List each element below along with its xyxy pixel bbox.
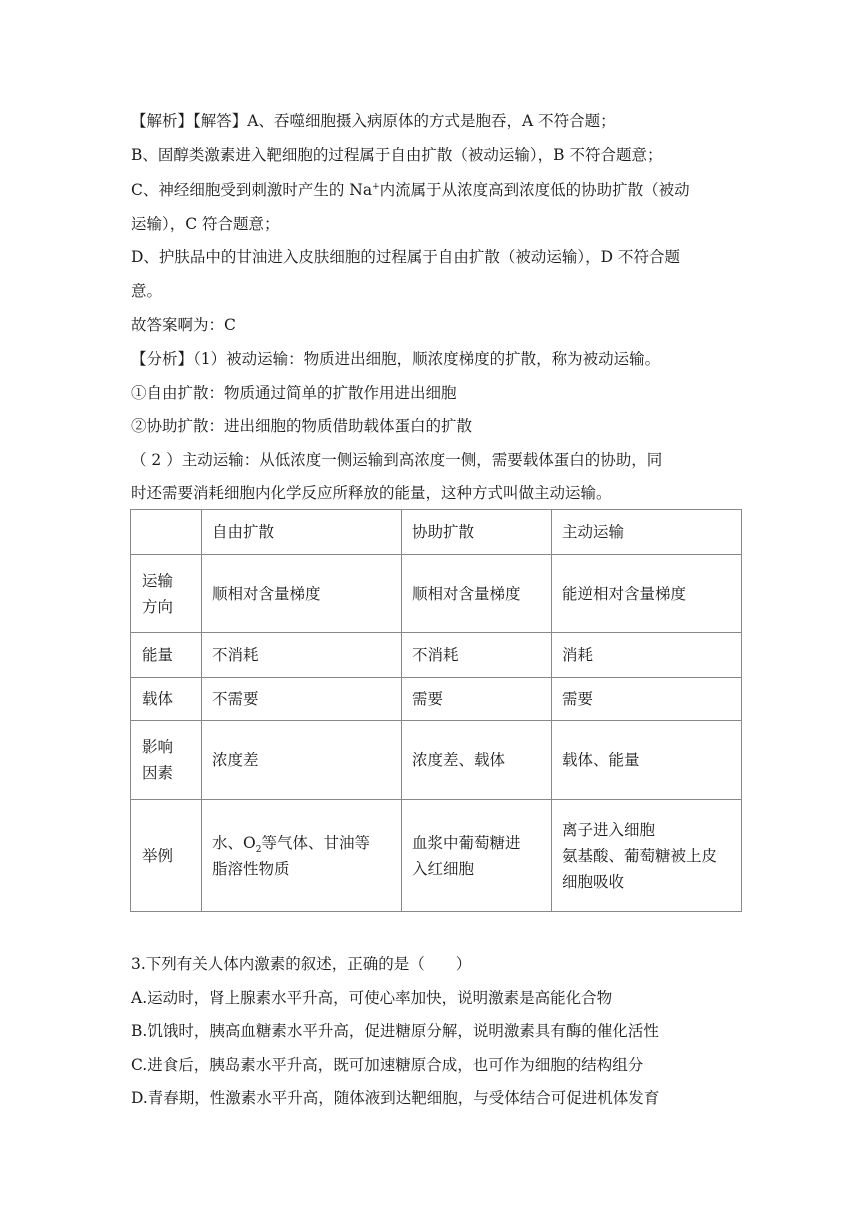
- cell-direction-facilitated: 顺相对含量梯度: [402, 555, 552, 633]
- row-label-factors: [131, 721, 202, 800]
- cell-examples-free-line-1: [212, 830, 391, 856]
- table-header-active-transport: 主动运输: [552, 510, 742, 555]
- cell-energy-free: 不消耗: [202, 633, 402, 678]
- question-option-d: D.青春期，性激素水平升高，随体液到达靶细胞，与受体结合可促进机体发育: [131, 1089, 660, 1107]
- explanation-line-5: D、护肤品中的甘油进入皮肤细胞的过程属于自由扩散（被动运输），D 不符合题: [131, 248, 681, 266]
- cell-examples-facilitated-line-1: 血浆中葡萄糖进: [412, 833, 521, 852]
- row-label-examples: 举例: [131, 800, 202, 912]
- row-label-direction: [131, 555, 202, 633]
- cell-examples-free-line-2: 脂溶性物质: [212, 859, 290, 878]
- cell-direction-active: 能逆相对含量梯度: [552, 555, 742, 633]
- analysis-line-1: 【分析】（1）被动运输：物质进出细胞，顺浓度梯度的扩散，称为被动运输。: [131, 350, 661, 368]
- explanation-line-3-b: 内流属于从浓度高到浓度低的协助扩散（被动: [379, 181, 690, 199]
- question-stem: 3.下列有关人体内激素的叙述，正确的是（ ）: [131, 955, 472, 973]
- answer-line: 故答案啊为：C: [131, 316, 236, 334]
- row-label-carrier: 载体: [131, 678, 202, 721]
- cell-factors-facilitated: 浓度差、载体: [402, 721, 552, 800]
- table-header-facilitated-diffusion: 协助扩散: [402, 510, 552, 555]
- cell-carrier-free: 不需要: [202, 678, 402, 721]
- examples-free-text-b: 等气体、甘油等: [261, 833, 370, 852]
- table-row-carrier: [131, 678, 742, 721]
- cell-factors-active: 载体、能量: [552, 721, 742, 800]
- cell-examples-active-line-3: 细胞吸收: [562, 872, 625, 891]
- table-row-factors: [131, 721, 742, 800]
- table-header-free-diffusion: 自由扩散: [202, 510, 402, 555]
- oxygen-subscript: 2: [255, 844, 262, 855]
- cell-carrier-active: 需要: [552, 678, 742, 721]
- table-row-examples: [131, 800, 742, 912]
- explanation-line-1: 【解析】【解答】A、吞噬细胞摄入病原体的方式是胞吞，A 不符合题；: [131, 112, 616, 130]
- cell-examples-active-line-1: 离子进入细胞: [562, 820, 656, 839]
- row-label-factors-line-1: 影响: [142, 738, 174, 756]
- row-label-energy: 能量: [131, 633, 202, 678]
- table-header-row: [131, 510, 742, 555]
- row-label-factors-line-2: 因素: [142, 764, 174, 782]
- explanation-line-2: B、固醇类激素进入靶细胞的过程属于自由扩散（被动运输），B 不符合题意；: [131, 146, 663, 164]
- explanation-line-4: 运输），C 符合题意；: [131, 215, 280, 233]
- question-option-c: C.进食后，胰岛素水平升高，既可加速糖原合成，也可作为细胞的结构组分: [131, 1056, 644, 1074]
- transport-comparison-table: [130, 509, 742, 912]
- table-header-corner: [131, 510, 202, 555]
- analysis-line-2: ①自由扩散：物质通过简单的扩散作用进出细胞: [131, 384, 457, 402]
- cell-examples-facilitated-line-2: 入红细胞: [412, 859, 475, 878]
- analysis-line-5: 时还需要消耗细胞内化学反应所释放的能量，这种方式叫做主动运输。: [131, 484, 612, 502]
- sodium-charge-superscript: +: [372, 181, 380, 192]
- explanation-line-3: [131, 178, 743, 202]
- analysis-line-3: ②协助扩散：进出细胞的物质借助载体蛋白的扩散: [131, 417, 473, 435]
- table-row-energy: [131, 633, 742, 678]
- cell-examples-active: [552, 800, 742, 912]
- analysis-line-4: （ 2 ）主动运输：从低浓度一侧运输到高浓度一侧，需要载体蛋白的协助，同: [131, 451, 663, 469]
- row-label-direction-line-1: 运输: [142, 571, 174, 590]
- cell-carrier-facilitated: 需要: [402, 678, 552, 721]
- cell-examples-facilitated: [402, 800, 552, 912]
- cell-energy-facilitated: 不消耗: [402, 633, 552, 678]
- cell-factors-free: 浓度差: [202, 721, 402, 800]
- row-label-direction-line-2: 方向: [142, 597, 174, 616]
- table-row-direction: [131, 555, 742, 633]
- explanation-line-3-a: C、神经细胞受到刺激时产生的 Na: [131, 181, 373, 199]
- question-option-b: B.饥饿时，胰高血糖素水平升高，促进糖原分解，说明激素具有酶的催化活性: [131, 1022, 659, 1040]
- explanation-line-6: 意。: [131, 282, 163, 300]
- cell-energy-active: 消耗: [552, 633, 742, 678]
- cell-examples-active-line-2: 氨基酸、葡萄糖被上皮: [562, 846, 718, 865]
- cell-examples-free: [202, 800, 402, 912]
- cell-direction-free: 顺相对含量梯度: [202, 555, 402, 633]
- question-option-a: A.运动时，肾上腺素水平升高，可使心率加快，说明激素是高能化合物: [131, 989, 613, 1007]
- examples-free-text-a: 水、O: [212, 833, 256, 852]
